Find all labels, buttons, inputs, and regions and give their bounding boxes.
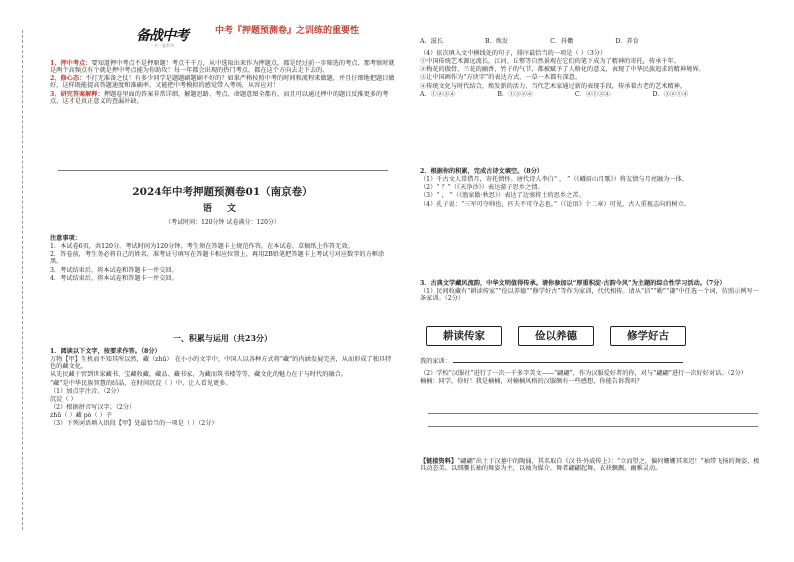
q3-stem: 3．古典文学藏风流韵，中华文明值得传承。请你参加以“厚重积淀·古韵今风”为主题的综合性学习活动。（7分）: [420, 280, 726, 287]
intro-text: 押题卷里面的答案非常详细，解题思路、考点、命题意图全都有，而且可以通过押中的题目反推更多的考点，这才是真正意义的查漏补缺。: [50, 90, 389, 105]
intro-text: 不打无准备之仗！有多少同学是题题刷题刷不好的？如果严格按照中考的时间和流程来做题，并且仔细地把题目做好，这样既能提高答题速度和准确率，又能把中考模拟的感觉带入考场，从容应对！: [50, 75, 395, 90]
notice-item: 4．考试结束后，将本试卷和答题卡一并交回。: [50, 274, 178, 282]
q2-line: （3）“ ， ”（《渔家傲·秋思》）表达了边塞将士的思乡之苦。: [420, 192, 585, 200]
order-option-d[interactable]: D．③②①④: [652, 90, 689, 98]
question-2: [420, 168, 765, 209]
q1-answer-slot[interactable]: zhū（ ）藏 pò（ ）予: [50, 412, 112, 419]
question-3: [420, 280, 765, 303]
intro-block: [50, 60, 395, 106]
q3-answer: [420, 356, 765, 365]
left-page: [50, 18, 395, 538]
notice-item: 2．答卷前，考生务必将自己的姓名、准考证号填写在答题卡相应位置上，再用2B铅笔把答题卡上考试号对应数字的方框涂黑。: [50, 251, 385, 266]
intro-num: 3、: [50, 90, 61, 98]
notice-item: 1．本试卷6页，共120分。考试时间为120分钟。考生须在答题卡上规范作答，在本试卷、草稿纸上作答无效。: [50, 243, 354, 251]
q3-answer-label: 我的家训：: [420, 358, 451, 365]
stamp-row: [426, 326, 676, 348]
question-1: [50, 348, 395, 428]
intro-key: 研究答案解释：: [60, 90, 104, 98]
q1-sub: （2）根据拼音写汉字。（2分）: [50, 403, 136, 411]
banner-title: 中考『押题预测卷』之训练的重要性: [215, 26, 360, 36]
exam-subject: 语 文: [202, 204, 243, 214]
q2-stem: 2．根据你的积累，完成古诗文填空。（8分）: [420, 168, 544, 175]
option-b[interactable]: B．焕发: [485, 38, 509, 45]
intro-key: 押中考点：: [60, 60, 92, 67]
stamp-2: 俭以养德: [518, 326, 594, 346]
q3-sub: （2）学校“汉服社”进行了一次一千多字美文——“翩翩”，作为汉服爱好者的你，对与“翩翩”进行一次好好对话。（2分）: [420, 370, 747, 377]
divider: [58, 170, 388, 171]
exam-time: （考试时间：120分钟 试卷满分：120分）: [165, 219, 280, 226]
binding-line: [22, 30, 24, 530]
answer-line-2[interactable]: [428, 426, 758, 427]
notice-block: [50, 235, 395, 283]
order-question: [420, 50, 765, 99]
intro-num: 1、: [50, 60, 61, 67]
notice-heading: 注意事项：: [50, 235, 81, 242]
link-text: “翩翩”出土于汉墓中的陶俑，其名取自《汉书·外戚传上》：“立而望之，偏何姗姗其来迟！”袖带飞扬的舞姿，极具动态美。以细腰长袖的舞姿为主，以袖为媒介，舞者翩翩起舞，衣袂飘飘，幽雅灵动。: [420, 458, 760, 473]
option-a[interactable]: A．滋长: [420, 38, 444, 45]
q3-sub: （1）民间收藏有“耕读传家”“俭以养德”“修学好古”等作为家训，代代相传。请从“信”“勤”“谦”中任选一个词，仿照示例写一条家训。（2分）: [420, 288, 759, 303]
right-page: [420, 18, 765, 538]
option-c[interactable]: C．抖擞: [550, 38, 574, 45]
q1-sub: （1）加点字注音。（2分）: [50, 387, 123, 395]
order-item: ③让中国画作为“方块字”的表达方式，一草一木都有深意。: [420, 74, 582, 82]
notice-item: 3．考试结束后，将本试卷和答题卡一并交回。: [50, 266, 178, 274]
q1-stem: 1．阅读以下文字，按要求作答。（8分）: [50, 348, 161, 355]
stamp-1: 耕读传家: [426, 326, 502, 346]
logo: [136, 28, 198, 52]
q2-line: （1）千古文人常借月，寄托情怀。唐代诗人李白“ ， ”（《峨眉山月歌》）将友情与月亮融为一体。: [420, 176, 688, 184]
stamp-3: 修学好古: [610, 326, 686, 346]
exam-title: 2024年中考押题预测卷01（南京卷）: [132, 186, 313, 198]
order-option-c[interactable]: C．②①③④: [574, 90, 611, 98]
q2-line: （4）孔子说：“三军可夺帅也，匹夫不可夺志也。”（《论语》十二章）可见，古人重视志向的树立。: [420, 200, 691, 208]
logo-subtitle: 一书一卷系列: [150, 43, 174, 49]
options-row: [420, 38, 765, 45]
link-material: [420, 458, 765, 472]
link-label: 【链接资料】: [420, 458, 458, 465]
logo-text: 备战中考: [136, 28, 188, 44]
q1-paragraph: 从先民藏于窖到世家藏书、宝藏收藏，藏品、藏书家，为藏而筑书楼等等，藏文化的魅力在于与时代的融合。: [50, 371, 347, 379]
section-heading: 一、积累与运用（共23分）: [172, 333, 273, 343]
order-item: ②梅花的傲骨、兰花的幽香、竹子的气节，都被赋予了人格化的意义，表现了中华民族追求的精神境界。: [420, 66, 705, 74]
q3-part2: [420, 370, 765, 386]
order-item: ①中国传统艺术源远流长，江河、丘壑等自然景观在它们的笔下成为了精神的寄托，传承千年。: [420, 58, 680, 66]
q3-dialogue: 楠楠：同学，你好！我是楠楠，对楠楠风格的汉服颇有一些感想，你能告诉我吗？: [420, 378, 643, 386]
order-stem: （4）依次填入文中横线处的句子，排序最恰当的一项是（ ）（3分）: [420, 50, 607, 57]
q1-paragraph: 万物【甲】生机而不知其所以然，藏（zhū） 在小小的文字中，中国人以各种方式将“藏”的内涵发展完善，从而形成了独具特色的藏文化。: [50, 356, 392, 371]
order-option-a[interactable]: A．①②③④: [420, 90, 456, 98]
order-item: ④传统文化与时代结合，焕发新的活力，当代艺术家通过新的表现手段，传承着古老的艺术精神。: [420, 82, 687, 90]
q1-paragraph: “藏”是中华民族智慧的结晶，在时间沉淀（ ）中，让人看见更多。: [50, 379, 232, 387]
order-option-b[interactable]: B．①③②④: [497, 90, 533, 98]
intro-text: 要知道押中考点不是押原题！考点千千万，从中选取出来作为押题点，都是经过前一步筛选的考点，那考察时就是两个高频点有个就是押中考点能为你助攻！每一年都会出现的热门考点，都在这个方向去走下去的，: [50, 60, 395, 75]
q1-sub: （3）下列词语填入语段【甲】处最恰当的一项是（ ）（2分）: [50, 420, 218, 428]
q2-line: （2）“ ？”（《天净沙》）表达游子思乡之情。: [420, 184, 544, 192]
option-d[interactable]: D．养育: [615, 38, 639, 45]
q3-answer-line[interactable]: [453, 356, 683, 363]
answer-line-1[interactable]: [428, 413, 758, 414]
q1-answer-slot[interactable]: 沉淀（ ）: [50, 395, 77, 403]
intro-num: 2、: [50, 75, 61, 83]
intro-key: 修心态：: [60, 75, 86, 83]
